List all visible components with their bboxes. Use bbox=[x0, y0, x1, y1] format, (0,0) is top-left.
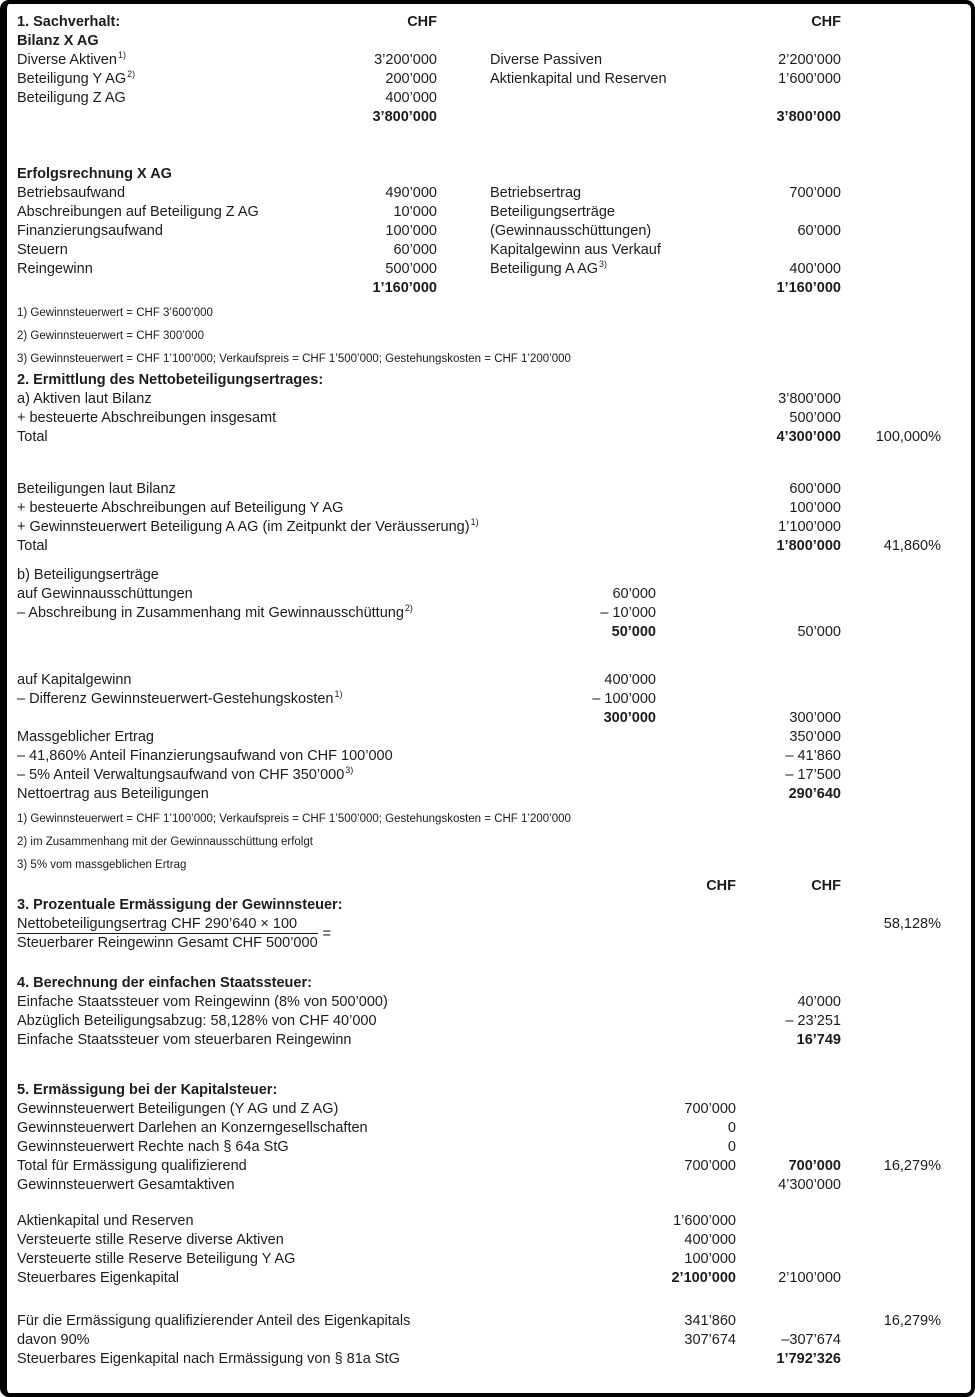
calc-row bbox=[17, 1212, 941, 1231]
income-row bbox=[17, 203, 941, 222]
fraction-numerator: Nettobeteiligungsertrag CHF 290’640 × 100 bbox=[17, 915, 318, 934]
section1-header-row bbox=[17, 13, 941, 32]
subtotal-amount-cell: 300’000 bbox=[603, 710, 656, 726]
amount-cell: 1’100’000 bbox=[778, 519, 841, 535]
row-label: Aktienkapital und Reserven bbox=[17, 1213, 194, 1229]
erfolgsrechnung-title: Erfolgsrechnung X AG bbox=[17, 166, 172, 182]
row-label: Einfache Staatssteuer vom Reingewinn (8% von 500’000) bbox=[17, 994, 388, 1010]
amount-cell: 10’000 bbox=[393, 204, 437, 220]
section3-title: 3. Prozentuale Ermässigung der Gewinnsteuer: bbox=[17, 897, 343, 913]
calc-row bbox=[17, 728, 941, 747]
row-label: Gewinnsteuerwert Darlehen an Konzerngesellschaften bbox=[17, 1120, 368, 1136]
calc-row bbox=[17, 409, 941, 428]
income-total-row bbox=[17, 279, 941, 298]
row-label: Total für Ermässigung qualifizierend bbox=[17, 1158, 247, 1174]
amount-cell: 700’000 bbox=[684, 1158, 736, 1174]
calc-row bbox=[17, 1012, 941, 1031]
section2-title: 2. Ermittlung des Nettobeteiligungsertrages: bbox=[17, 372, 324, 388]
row-label: Für die Ermässigung qualifizierender Anteil des Eigenkapitals bbox=[17, 1313, 411, 1329]
percent-cell: 16,279% bbox=[883, 1158, 941, 1174]
calc-total-row bbox=[17, 785, 941, 804]
calc-row bbox=[17, 518, 941, 537]
amount-cell: 307’674 bbox=[684, 1332, 736, 1348]
fraction-row bbox=[17, 915, 941, 953]
row-label: – 5% Anteil Verwaltungsaufwand von CHF 350’000$^{3)}$ bbox=[17, 766, 354, 783]
amount-cell: 700’000 bbox=[684, 1101, 736, 1117]
amount-cell: –307’674 bbox=[781, 1332, 841, 1348]
total-amount-cell: 3’800’000 bbox=[776, 109, 841, 125]
calc-row bbox=[17, 747, 941, 766]
percent-cell: 41,860% bbox=[883, 538, 941, 554]
subtotal-amount-cell: 50’000 bbox=[611, 624, 656, 640]
row-label: Finanzierungsaufwand bbox=[17, 223, 163, 239]
amount-cell: 100’000 bbox=[385, 223, 437, 239]
row-label: (Gewinnausschüttungen) bbox=[490, 223, 652, 239]
row-label: Gewinnsteuerwert Beteiligungen (Y AG und Z AG) bbox=[17, 1101, 339, 1117]
amount-cell: 350’000 bbox=[789, 729, 841, 745]
row-label: Steuern bbox=[17, 242, 68, 258]
calc-total-row bbox=[17, 1157, 941, 1176]
section1-title: 1. Sachverhalt: bbox=[17, 14, 121, 30]
calc-total-row bbox=[17, 428, 941, 447]
calc-row bbox=[17, 1138, 941, 1157]
amount-cell: – 23’251 bbox=[785, 1013, 841, 1029]
total-amount-cell: 700’000 bbox=[788, 1158, 841, 1174]
amount-cell: 2’200’000 bbox=[778, 52, 841, 68]
row-label: Einfache Staatssteuer vom steuerbaren Reingewinn bbox=[17, 1032, 352, 1048]
bilanz-title: Bilanz X AG bbox=[17, 33, 99, 49]
amount-cell: 300’000 bbox=[789, 710, 841, 726]
footnote-marker: 3) bbox=[345, 766, 354, 776]
calc-row bbox=[17, 1231, 941, 1250]
total-amount-cell: 1’792’326 bbox=[776, 1351, 841, 1367]
footnote: 1) Gewinnsteuerwert = CHF 3’600’000 bbox=[17, 307, 213, 319]
amount-cell: 400’000 bbox=[684, 1232, 736, 1248]
calc-row bbox=[17, 1312, 941, 1331]
amount-cell: 0 bbox=[727, 1139, 736, 1155]
calc-row bbox=[17, 993, 941, 1012]
total-amount-cell: 16’749 bbox=[796, 1032, 841, 1048]
total-amount-cell: 290’640 bbox=[788, 786, 841, 802]
balance-row bbox=[17, 89, 941, 108]
amount-cell: – 100’000 bbox=[592, 691, 656, 707]
total-amount-cell: 1’160’000 bbox=[372, 280, 437, 296]
amount-cell: 60’000 bbox=[797, 223, 841, 239]
percent-cell: 16,279% bbox=[883, 1313, 941, 1329]
amount-cell: 341’860 bbox=[684, 1313, 736, 1329]
calc-subtotal-row bbox=[17, 709, 941, 728]
row-label: Versteuerte stille Reserve diverse Aktiven bbox=[17, 1232, 284, 1248]
amount-cell: – 41’860 bbox=[785, 748, 841, 764]
calc-total-row bbox=[17, 1031, 941, 1050]
income-row bbox=[17, 260, 941, 279]
row-label: Diverse Aktiven$^{1)}$ bbox=[17, 51, 126, 68]
income-row bbox=[17, 241, 941, 260]
amount-cell: 400’000 bbox=[385, 90, 437, 106]
amount-cell: 50’000 bbox=[797, 624, 841, 640]
row-label: – Abschreibung in Zusammenhang mit Gewinnausschüttung$^{2)}$ bbox=[17, 604, 413, 621]
fraction bbox=[17, 915, 318, 953]
amount-cell: 60’000 bbox=[393, 242, 437, 258]
calc-row bbox=[17, 566, 941, 585]
row-label: auf Kapitalgewinn bbox=[17, 672, 132, 688]
amount-cell: – 17’500 bbox=[785, 767, 841, 783]
row-label: davon 90% bbox=[17, 1332, 90, 1348]
row-label: Steuerbares Eigenkapital bbox=[17, 1270, 180, 1286]
fraction-denominator: Steuerbarer Reingewinn Gesamt CHF 500’000 bbox=[17, 935, 318, 951]
calc-subtotal-row bbox=[17, 1269, 941, 1288]
footnote-marker: 2) bbox=[127, 70, 136, 80]
total-amount-cell: 4’300’000 bbox=[776, 429, 841, 445]
row-label: Beteiligung Z AG bbox=[17, 90, 126, 106]
chf-header-row bbox=[17, 877, 941, 896]
calc-row bbox=[17, 766, 941, 785]
footnote: 3) Gewinnsteuerwert = CHF 1’100’000; Verkaufspreis = CHF 1’500’000; Gestehungskosten = CHF 1’200’000 bbox=[17, 353, 571, 365]
row-label: Beteiligungserträge bbox=[490, 204, 615, 220]
row-label: Beteiligung Y AG$^{2)}$ bbox=[17, 70, 136, 87]
amount-cell: 600’000 bbox=[789, 481, 841, 497]
footnote-marker: 1) bbox=[117, 51, 126, 61]
chf-column-header: CHF bbox=[811, 878, 841, 894]
row-label: Gewinnsteuerwert Gesamtaktiven bbox=[17, 1177, 235, 1193]
amount-cell: 1’600’000 bbox=[778, 71, 841, 87]
amount-cell: – 10’000 bbox=[600, 605, 656, 621]
calc-row bbox=[17, 1331, 941, 1350]
amount-cell: 3’200’000 bbox=[374, 52, 437, 68]
amount-cell: 0 bbox=[727, 1120, 736, 1136]
calc-total-row bbox=[17, 537, 941, 556]
section5-title: 5. Ermässigung bei der Kapitalsteuer: bbox=[17, 1082, 278, 1098]
row-label: – Differenz Gewinnsteuerwert-Gestehungskosten$^{1)}$ bbox=[17, 690, 343, 707]
row-label: Abschreibungen auf Beteiligung Z AG bbox=[17, 204, 259, 220]
equals-sign: = bbox=[322, 925, 332, 942]
amount-cell: 60’000 bbox=[612, 586, 656, 602]
calc-row bbox=[17, 390, 941, 409]
calc-row bbox=[17, 480, 941, 499]
amount-cell: 400’000 bbox=[789, 261, 841, 277]
row-label: Total bbox=[17, 538, 48, 554]
amount-cell: 200’000 bbox=[385, 71, 437, 87]
row-label: + Gewinnsteuerwert Beteiligung A AG (im Zeitpunkt der Veräusserung)$^{1)}$ bbox=[17, 518, 479, 535]
amount-cell: 700’000 bbox=[789, 185, 841, 201]
income-row bbox=[17, 222, 941, 241]
row-label: Kapitalgewinn aus Verkauf bbox=[490, 242, 661, 258]
row-label: Betriebsertrag bbox=[490, 185, 582, 201]
calc-total-row bbox=[17, 1350, 941, 1369]
amount-cell: 500’000 bbox=[789, 410, 841, 426]
row-label: Reingewinn bbox=[17, 261, 93, 277]
calc-subtotal-row bbox=[17, 623, 941, 642]
amount-cell: 100’000 bbox=[789, 500, 841, 516]
amount-cell: 3’800’000 bbox=[778, 391, 841, 407]
footnote: 2) im Zusammenhang mit der Gewinnausschüttung erfolgt bbox=[17, 836, 313, 848]
percent-cell: 100,000% bbox=[875, 429, 941, 445]
calc-row bbox=[17, 1100, 941, 1119]
amount-cell: 490’000 bbox=[385, 185, 437, 201]
calc-row bbox=[17, 585, 941, 604]
row-label: Abzüglich Beteiligungsabzug: 58,128% von CHF 40’000 bbox=[17, 1013, 377, 1029]
footnote: 1) Gewinnsteuerwert = CHF 1’100’000; Verkaufspreis = CHF 1’500’000; Gestehungskosten = CHF 1’200’000 bbox=[17, 813, 571, 825]
chf-column-header-left: CHF bbox=[407, 14, 437, 30]
balance-total-row bbox=[17, 108, 941, 127]
footnotes-section2 bbox=[17, 808, 941, 877]
row-label: b) Beteiligungserträge bbox=[17, 567, 159, 583]
amount-cell: 400’000 bbox=[604, 672, 656, 688]
income-row bbox=[17, 184, 941, 203]
total-amount-cell: 1’800’000 bbox=[776, 538, 841, 554]
row-label: Diverse Passiven bbox=[490, 52, 603, 68]
balance-row bbox=[17, 51, 941, 70]
total-amount-cell: 3’800’000 bbox=[372, 109, 437, 125]
row-label: – 41,860% Anteil Finanzierungsaufwand von CHF 100’000 bbox=[17, 748, 393, 764]
calc-row bbox=[17, 1176, 941, 1195]
percent-cell: 58,128% bbox=[883, 916, 941, 932]
footnote: 2) Gewinnsteuerwert = CHF 300’000 bbox=[17, 330, 204, 342]
calc-row bbox=[17, 671, 941, 690]
row-label: auf Gewinnausschüttungen bbox=[17, 586, 193, 602]
footnotes-section1 bbox=[17, 302, 941, 371]
footnote-marker: 2) bbox=[404, 604, 413, 614]
row-label: Gewinnsteuerwert Rechte nach § 64a StG bbox=[17, 1139, 289, 1155]
row-label: Versteuerte stille Reserve Beteiligung Y AG bbox=[17, 1251, 296, 1267]
total-amount-cell: 1’160’000 bbox=[776, 280, 841, 296]
amount-cell: 40’000 bbox=[797, 994, 841, 1010]
footnote: 3) 5% vom massgeblichen Ertrag bbox=[17, 859, 187, 871]
section4-title: 4. Berechnung der einfachen Staatssteuer: bbox=[17, 975, 312, 991]
calc-row bbox=[17, 1119, 941, 1138]
row-label: Steuerbares Eigenkapital nach Ermässigung von § 81a StG bbox=[17, 1351, 400, 1367]
row-label: Total bbox=[17, 429, 48, 445]
amount-cell: 500’000 bbox=[385, 261, 437, 277]
chf-column-header: CHF bbox=[706, 878, 736, 894]
row-label: Nettoertrag aus Beteiligungen bbox=[17, 786, 209, 802]
footnote-marker: 1) bbox=[470, 518, 479, 528]
amount-cell: 4’300’000 bbox=[778, 1177, 841, 1193]
row-label: Massgeblicher Ertrag bbox=[17, 729, 154, 745]
amount-cell: 2’100’000 bbox=[778, 1270, 841, 1286]
calc-row bbox=[17, 1250, 941, 1269]
balance-row bbox=[17, 70, 941, 89]
row-label: a) Aktiven laut Bilanz bbox=[17, 391, 152, 407]
calc-row bbox=[17, 690, 941, 709]
row-label: Aktienkapital und Reserven bbox=[490, 71, 667, 87]
calc-row bbox=[17, 499, 941, 518]
row-label: Betriebsaufwand bbox=[17, 185, 126, 201]
calc-row bbox=[17, 604, 941, 623]
footnote-marker: 3) bbox=[599, 260, 608, 270]
row-label: Beteiligung A AG$^{3)}$ bbox=[490, 260, 608, 277]
subtotal-amount-cell: 2’100’000 bbox=[671, 1270, 736, 1286]
amount-cell: 1’600’000 bbox=[673, 1213, 736, 1229]
row-label: + besteuerte Abschreibungen insgesamt bbox=[17, 410, 277, 426]
row-label: + besteuerte Abschreibungen auf Beteiligung Y AG bbox=[17, 500, 344, 516]
row-label: Beteiligungen laut Bilanz bbox=[17, 481, 176, 497]
chf-column-header-right: CHF bbox=[811, 14, 841, 30]
amount-cell: 100’000 bbox=[684, 1251, 736, 1267]
footnote-marker: 1) bbox=[334, 690, 343, 700]
